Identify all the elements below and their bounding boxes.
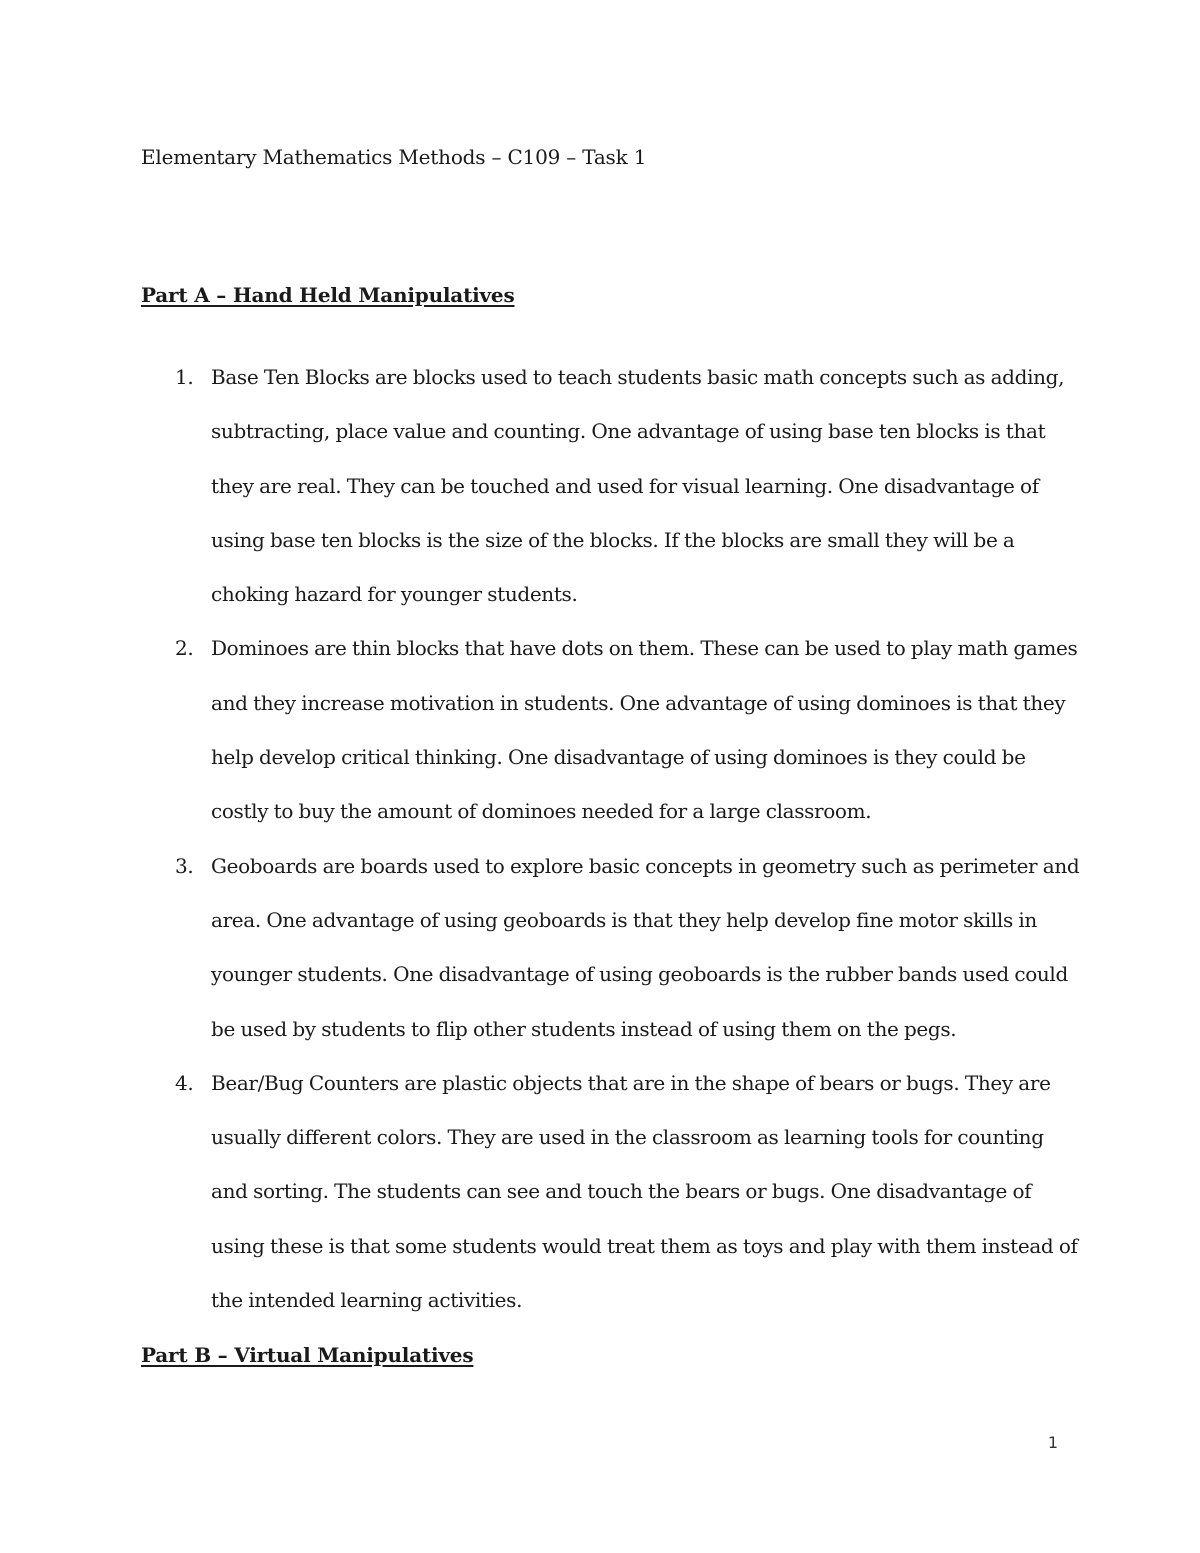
list-item [141, 1056, 1081, 1327]
list-item-text: Dominoes are thin blocks that have dots on them. These can be used to play math games and they increase motivation in students. One advantage of using dominoes is that they help develop critical thinking. One disadvantage of using dominoes is they could be costly to buy the amount of dominoes needed for a large classroom. [211, 636, 1078, 824]
list-item-number: 1. [175, 365, 194, 389]
list-item-number: 4. [175, 1070, 194, 1095]
manipulatives-list [141, 350, 1081, 1327]
list-item-text: Geoboards are boards used to explore basic concepts in geometry such as perimeter and area. One advantage of using geoboards is that they help develop fine motor skills in younger students. One disadvantage of using geoboards is the rubber bands used could be used by students to flip other students instead of using them on the pegs. [211, 853, 1080, 1041]
document-title: Elementary Mathematics Methods – C109 – Task 1 [141, 145, 647, 169]
part-a-heading: Part A – Hand Held Manipulatives [141, 283, 515, 307]
list-item [141, 839, 1081, 1056]
list-item [141, 621, 1081, 838]
list-item-number: 2. [175, 636, 194, 661]
list-item-text: Base Ten Blocks are blocks used to teach students basic math concepts such as adding, subtracting, place value and counting. One advantage of using base ten blocks is that they are real. They can be touched and used for visual learning. One disadvantage of using base ten blocks is the size of the blocks. If the blocks are small they will be a choking hazard for younger students. [211, 365, 1065, 607]
list-item [141, 350, 1081, 621]
part-b-heading: Part B – Virtual Manipulatives [141, 1343, 474, 1367]
list-item-number: 3. [175, 853, 194, 878]
list-item-text: Bear/Bug Counters are plastic objects that are in the shape of bears or bugs. They are usually different colors. They are used in the classroom as learning tools for counting and sorting. The students can see and touch the bears or bugs. One disadvantage of using these is that some students would treat them as toys and play with them instead of the intended learning activities. [211, 1070, 1078, 1313]
page-number: 1 [1047, 1433, 1058, 1452]
